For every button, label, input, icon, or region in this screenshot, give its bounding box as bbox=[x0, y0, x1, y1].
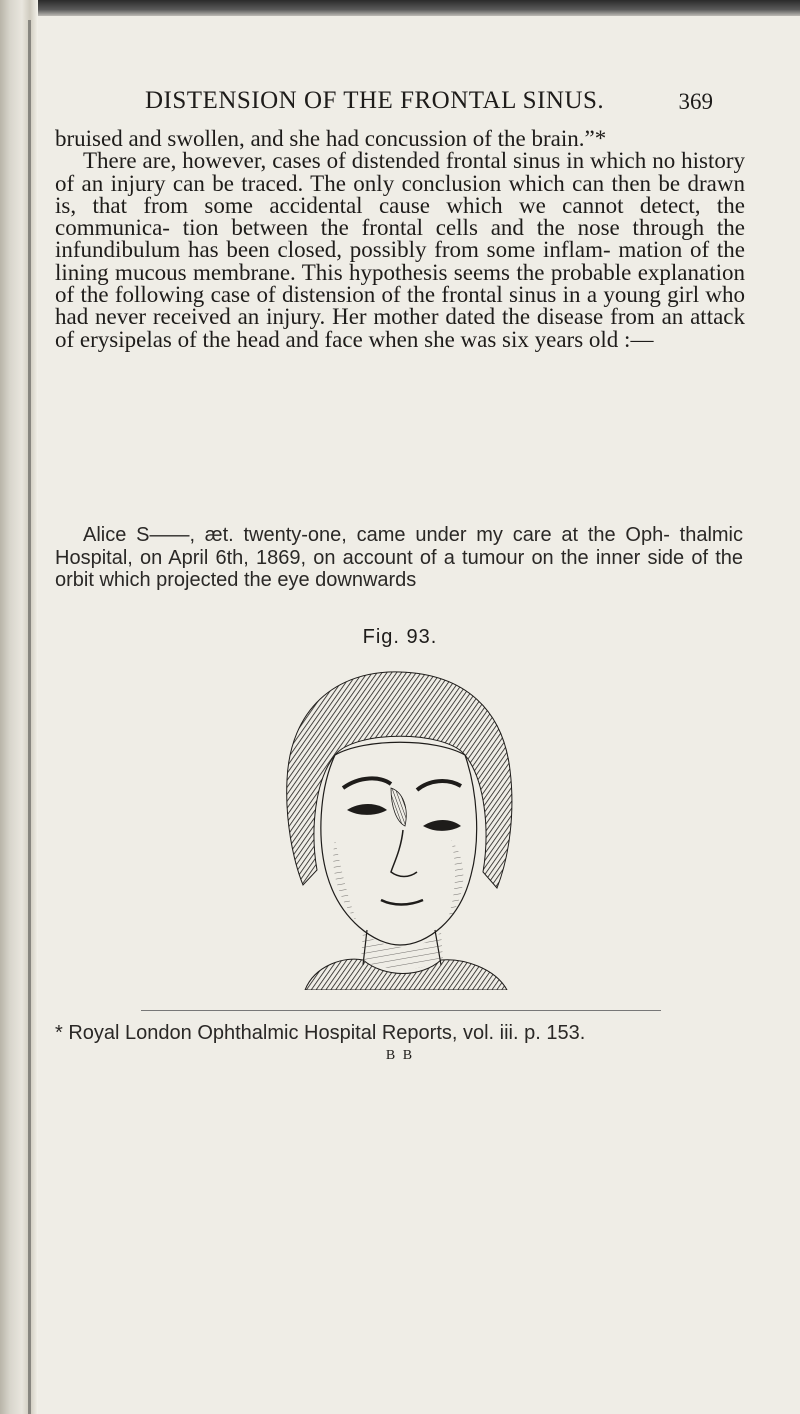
page-header bbox=[55, 87, 755, 117]
paragraph-continuation: bruised and swollen, and she had concussion of the brain.”* bbox=[55, 126, 607, 151]
book-spine-edge bbox=[0, 0, 38, 1414]
paragraph-distended-sinus: There are, however, cases of distended frontal sinus in which no history of an injury can be traced. The only conclusion which can then be drawn is, that from some accidental cause which we cannot detect, the communica- tion between the frontal cells and the nose through the infundibulum has been closed, possibly from some inflam- mation of the lining mucous membrane. This hypothesis seems the probable explanation of the following case of distension of the frontal sinus in a young girl who had never received an injury. Her mother dated the disease from an attack of erysipelas of the head and face when she was six years old :— bbox=[55, 148, 745, 352]
running-title: DISTENSION OF THE FRONTAL SINUS. bbox=[145, 87, 605, 114]
figure-label: Fig. 93. bbox=[362, 626, 438, 648]
page-number: 369 bbox=[678, 89, 713, 114]
signature-mark: B B bbox=[385, 1048, 415, 1063]
case-report bbox=[55, 524, 743, 592]
top-edge-shadow bbox=[0, 0, 800, 16]
footnote: * Royal London Ophthalmic Hospital Reports, vol. iii. p. 153. bbox=[55, 1022, 586, 1044]
case-report-text: Alice S——, æt. twenty-one, came under my care at the Oph- thalmic Hospital, on April 6th, 1869, on account of a tumour on the inner side of the orbit which projected the eye downwards bbox=[55, 524, 743, 591]
portrait-engraving-illustration bbox=[195, 660, 615, 990]
footnote-rule bbox=[141, 1010, 661, 1011]
body-text bbox=[55, 128, 745, 351]
figure-engraving bbox=[195, 660, 615, 990]
spine-gutter-line bbox=[28, 20, 31, 1414]
